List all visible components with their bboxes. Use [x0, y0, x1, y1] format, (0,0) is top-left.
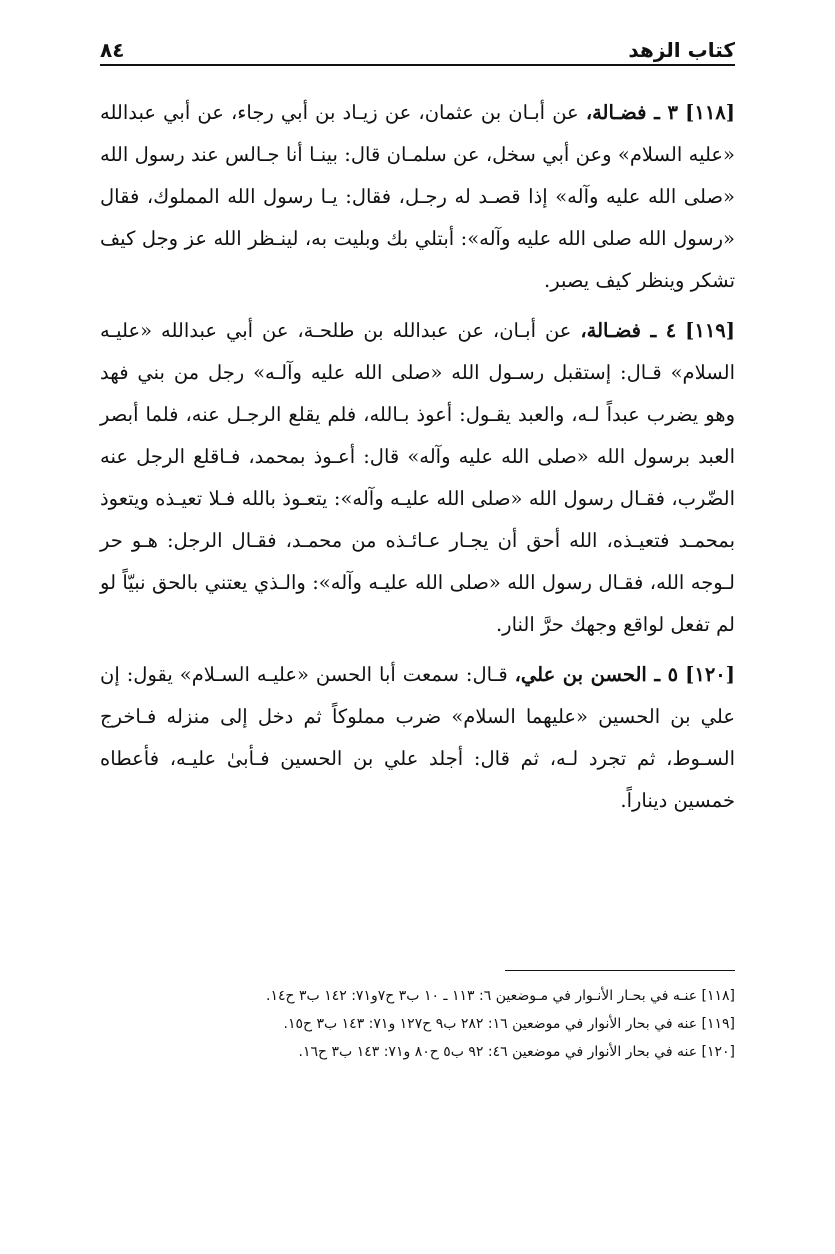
- hadith-text: عن أبـان، عن عبدالله بن طلحـة، عن أبي عبدالله «عليـه السلام» قـال: إستقبل رسـول الله «صلى الله عليه وآلـه» رجل من بني فهد وهو يضرب عبداً لـه، والعبد يقـول: أعوذ بـالله، فلم يقلع الرجـل عنه، فلما أبصر العبد برسول الله «صلى الله عليه وآله» قال: أعـوذ بمحمد، فـاقلع الرجل عنه الضّرب، فقـال رسول الله «صلى الله عليـه وآله»: يتعـوذ بالله فـلا تعيـذه ويتعوذ بمحمـد فتعيـذه، الله أحق أن يجـار عـائـذه من محمـد، فقـال الرجل: هـو حر لـوجه الله، فقـال رسول الله «صلى الله عليـه وآله»: والـذي يعتني بالحق نبيّاً لو لم تفعل لواقع وجهك حرَّ النار.: [100, 319, 735, 636]
- hadith-number: [١١٩]: [685, 319, 735, 342]
- footnote-divider: [505, 970, 735, 971]
- header-divider: [100, 64, 735, 66]
- hadith-118: [100, 92, 735, 302]
- hadith-text: عن أبـان بن عثمان، عن زيـاد بن أبي رجاء، عن أبي عبدالله «عليه السلام» وعن أبي سخل، عن سلمـان قال: بينـا أنا جـالس عند رسول الله «صلى الله عليه وآله» إذا قصـد له رجـل، فقال: يـا رسول الله المملوك، فقال «رسول الله صلى الله عليه وآله»: أبتلي بك وبليت به، لينـظر الله عز وجل كيف تشكر وينظر كيف يصبر.: [100, 101, 735, 292]
- hadith-lead: ٣ ـ فضـالة،: [585, 101, 678, 124]
- book-title: كتاب الزهد: [628, 38, 735, 62]
- footnote-118: [١١٨] عنـه في بحـار الأنـوار في مـوضعين ٦: ١١٣ ـ ١٠ ب٣ ح٧و٧١: ١٤٢ ب٣ ح١٤.: [266, 988, 735, 1004]
- running-header: [100, 30, 735, 62]
- footnote-120: [١٢٠] عنه في بحار الأنوار في موضعين ٤٦: ٩٢ ب٥ ح٨٠ و٧١: ١٤٣ ب٣ ح١٦.: [298, 1044, 735, 1060]
- main-text: [100, 92, 735, 830]
- hadith-lead: ٥ ـ الحسن بن علي،: [514, 663, 679, 686]
- hadith-lead: ٤ ـ فضـالة،: [580, 319, 677, 342]
- footnote-119: [١١٩] عنه في بحار الأنوار في موضعين ١٦: ٢٨٢ ب٩ ح١٢٧ و٧١: ١٤٣ ب٣ ح١٥.: [283, 1016, 735, 1032]
- hadith-text: قـال: سمعت أبا الحسن «عليـه السـلام» يقول: إن علي بن الحسين «عليهما السلام» ضرب مملوكاً ثم دخل إلى منزله فـاخرج السـوط، ثم تجرد لـه، ثم قال: أجلد علي بن الحسين فـأبىٰ عليـه، فأعطاه خمسين ديناراً.: [100, 663, 735, 812]
- hadith-number: [١١٨]: [685, 101, 736, 124]
- hadith-120: [100, 654, 735, 822]
- page-number: ٨٤: [100, 38, 125, 62]
- hadith-119: [100, 310, 735, 646]
- footnotes: [95, 982, 735, 1066]
- hadith-number: [١٢٠]: [685, 663, 735, 686]
